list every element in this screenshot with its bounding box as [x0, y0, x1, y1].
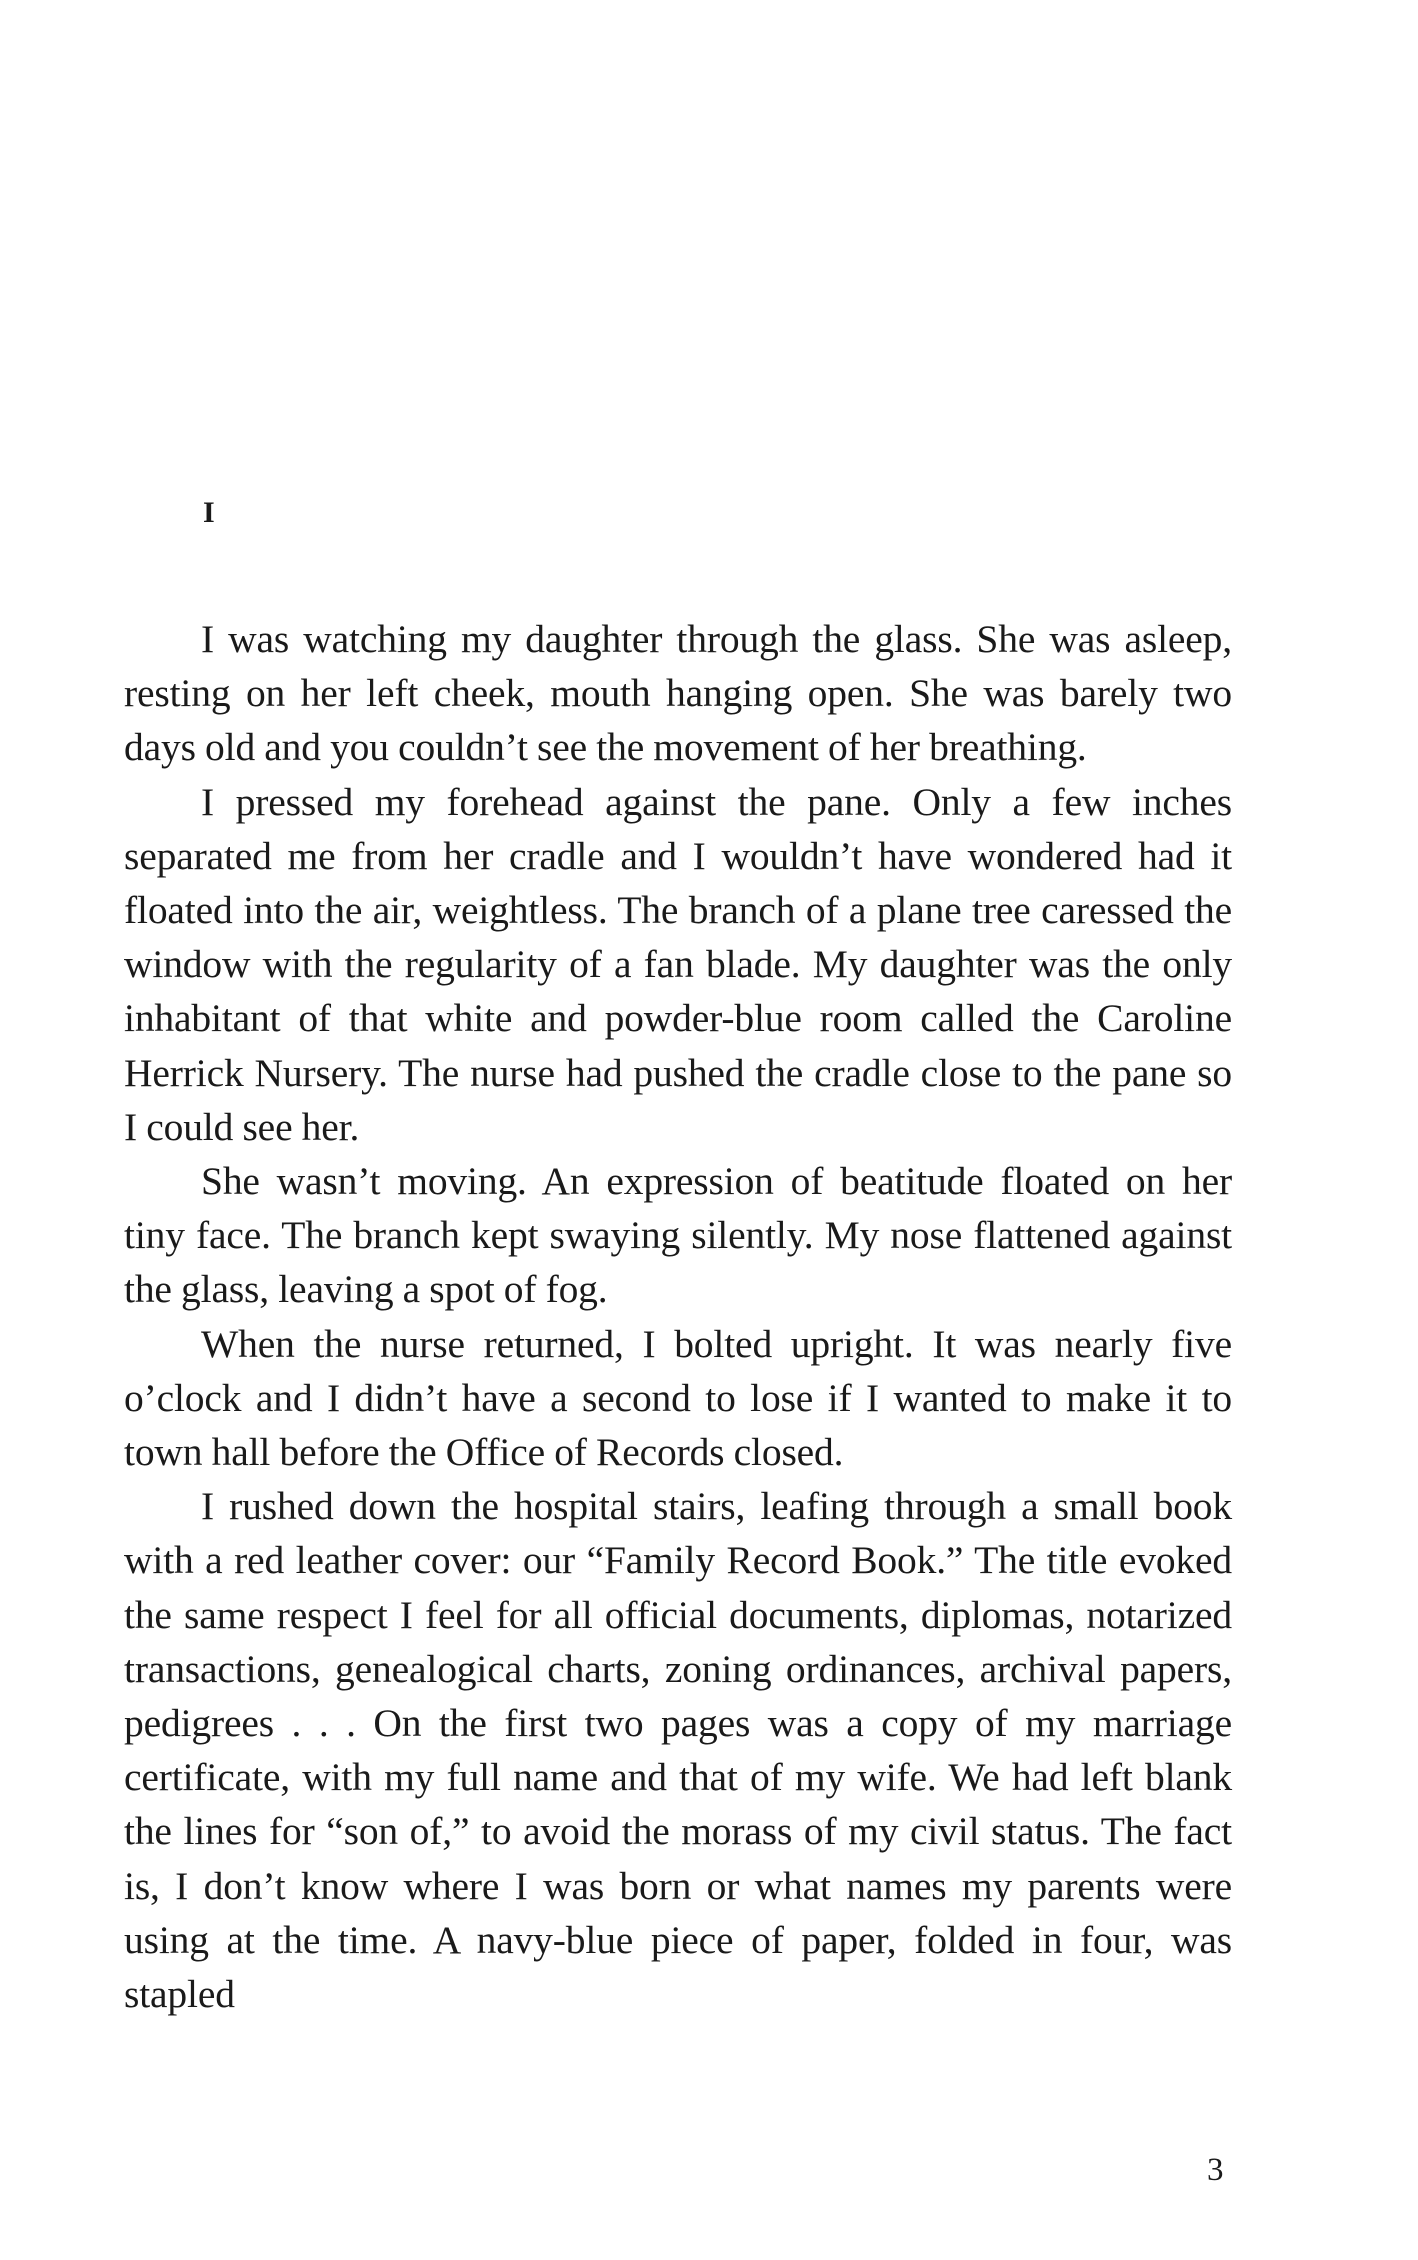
paragraph: She wasn’t moving. An expression of beatitude floated on her tiny face. The branch kept swaying silently. My nose flattened against the glass, leaving a spot of fog.: [124, 1159, 1232, 1312]
page-number: 3: [1207, 2152, 1224, 2188]
paragraph: When the nurse returned, I bolted upright. It was nearly five o’clock and I didn’t have a second to lose if I wanted to make it to town hall before the Office of Records closed.: [124, 1321, 1232, 1475]
paragraph: I rushed down the hospital stairs, leafing through a small book with a red leather cover: our “Family Record Book.” The title evoked the same respect I feel for all official documents, diplomas, notarized transactions, genealogical charts, zoning ordinances, archival papers, pedigrees . . . On the first two pages was a copy of my marriage certificate, with my full name and that of my wife. We had left blank the lines for “son of,” to avoid the morass of my civil status. The fact is, I don’t know where I was born or what names my parents were using at the time. A navy-blue piece of paper, folded in four, was stapled: [124, 1484, 1232, 2017]
chapter-number: I: [203, 496, 215, 529]
paragraph: I was watching my daughter through the glass. She was asleep, resting on her left cheek, mouth hanging open. She was barely two days old and you couldn’t see the movement of her breathing.: [124, 617, 1232, 770]
body-text: [124, 612, 1232, 2021]
paragraph: I pressed my forehead against the pane. Only a few inches separated me from her cradle and I wouldn’t have wondered had it floated into the air, weightless. The branch of a plane tree caressed the window with the regularity of a fan blade. My daughter was the only inhabitant of that white and powder-blue room called the Caroline Herrick Nursery. The nurse had pushed the cradle close to the pane so I could see her.: [124, 779, 1232, 1149]
